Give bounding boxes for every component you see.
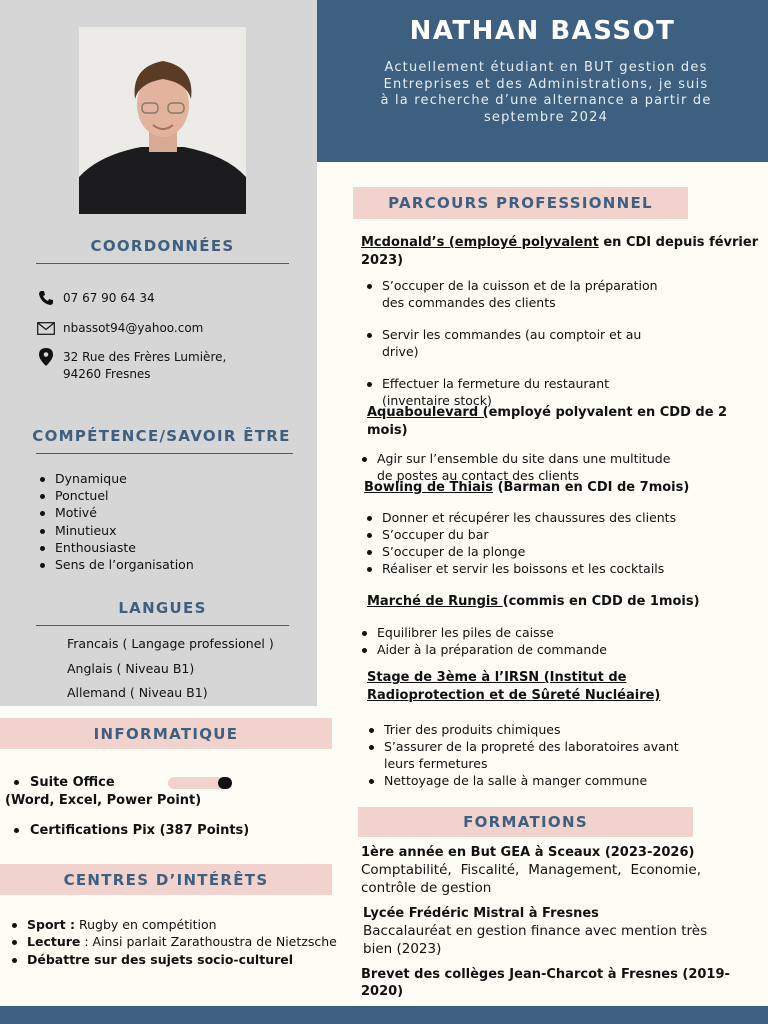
job-irsn: Stage de 3ème à l’IRSN (Institut de Radioprotection et de Sûreté Nucléaire) Trier des produits chimiques S’assurer de la propreté des laboratoires avant leurs fermetures Nettoyage de la salle à manger commune [367,669,667,789]
list-item: Allemand ( Niveau B1) [67,685,208,700]
tagline: Actuellement étudiant en BUT gestion des Entreprises et des Administrations, je suis à la recherche d’une alternance a partir de septembre 2024 [380,60,712,125]
skill-level-bar [168,777,232,789]
list-item: Enthousiaste [40,539,194,556]
list-item: S’occuper de la plonge [367,543,687,560]
contact-address: 32 Rue des Frères Lumière, 94260 Fresnes [36,349,226,383]
contact-phone: 07 67 90 64 34 [36,290,155,307]
list-item: Anglais ( Niveau B1) [67,660,195,676]
suite-detail: (Word, Excel, Power Point) [5,793,202,808]
list-item: S’occuper du bar [367,526,687,543]
parcours-section-title: PARCOURS PROFESSIONNEL [353,187,688,219]
phone-icon [36,290,56,306]
contact-section-title: COORDONNÉES [90,237,235,255]
job-mcdonalds: Mcdonald’s (employé polyvalent en CDI depuis février 2023) S’occuper de la cuisson et de la préparation des commandes des clients Servir les commandes (au comptoir et au drive) Effectuer la fermeture du restaurant (inventaire stock) [361,235,759,408]
informatique-list [5,774,250,840]
list-item: Lecture : Ainsi parlait Zarathoustra de Nietzsche [12,933,337,950]
contact-rule [36,263,289,264]
formations-section-title: FORMATIONS [358,807,693,837]
list-item: Aider à la préparation de commande [362,641,682,658]
list-item: Minutieux [40,522,194,539]
skills-list [40,470,194,573]
languages-rule [36,625,289,626]
interests-section-title: CENTRES D’INTÉRÊTS [0,864,332,895]
list-item: Débattre sur des sujets socio-culturel [12,951,337,968]
interests-list [12,916,337,968]
location-pin-icon [36,349,56,365]
list-item: Francais ( Langage professionel ) [67,636,274,651]
list-item: Certifications Pix (387 Points) [8,822,249,840]
job-rungis: Marché de Rungis (commis en CDD de 1mois) Equilibrer les piles de caisse Aider à la préparation de commande [367,593,767,658]
list-item: Donner et récupérer les chaussures des clients [367,509,687,526]
list-item: S’assurer de la propreté des laboratoires avant leurs fermetures [369,738,704,772]
envelope-icon [36,320,56,336]
list-item: Sens de l’organisation [40,556,194,573]
formation-lycee: Lycée Frédéric Mistral à Fresnes Baccalauréat en gestion finance avec mention très bien (2023) [363,906,708,957]
informatique-section-title: INFORMATIQUE [0,718,332,749]
list-item: Suite Office [8,774,249,792]
list-item: Ponctuel [40,487,194,504]
skills-section-title: COMPÉTENCE/SAVOIR ÊTRE [32,427,291,445]
job-aquaboulevard: Aquaboulevard (employé polyvalent en CDD de 2 mois) Agir sur l’ensemble du site dans une multitude de postes au contact des clients [367,404,767,484]
list-item: Equilibrer les piles de caisse [362,624,682,641]
job-bowling: Bowling de Thiais (Barman en CDI de 7mois) Donner et récupérer les chaussures des clients S’occuper du bar S’occuper de la plonge Réaliser et servir les boissons et les cocktails [364,480,690,576]
formation-brevet: Brevet des collèges Jean-Charcot à Fresnes (2019-2020) [361,967,730,999]
profile-photo [79,27,246,214]
languages-section-title: LANGUES [118,599,207,617]
list-item: Dynamique [40,470,194,487]
skills-rule [36,453,293,454]
list-item: Motivé [40,504,194,521]
list-item: S’occuper de la cuisson et de la préparation des commandes des clients [367,277,677,311]
list-item: Servir les commandes (au comptoir et au drive) [367,326,677,360]
list-item: Réaliser et servir les boissons et les cocktails [367,560,687,577]
list-item: Effectuer la fermeture du restaurant (inventaire stock) [367,375,677,409]
list-item: Agir sur l’ensemble du site dans une multitude de postes au contact des clients [362,450,682,484]
list-item: Trier des produits chimiques [369,721,704,738]
list-item: Nettoyage de la salle à manger commune [369,772,704,789]
languages-list [67,632,274,706]
formation-but: 1ère année en But GEA à Sceaux (2023-2026) Comptabilité, Fiscalité, Management, Economie, contrôle de gestion [361,845,701,896]
candidate-name: NATHAN BASSOT [409,16,676,46]
list-item: Sport : Rugby en compétition [12,916,337,933]
footer-band [0,1006,768,1024]
contact-email: nbassot94@yahoo.com [36,320,203,337]
